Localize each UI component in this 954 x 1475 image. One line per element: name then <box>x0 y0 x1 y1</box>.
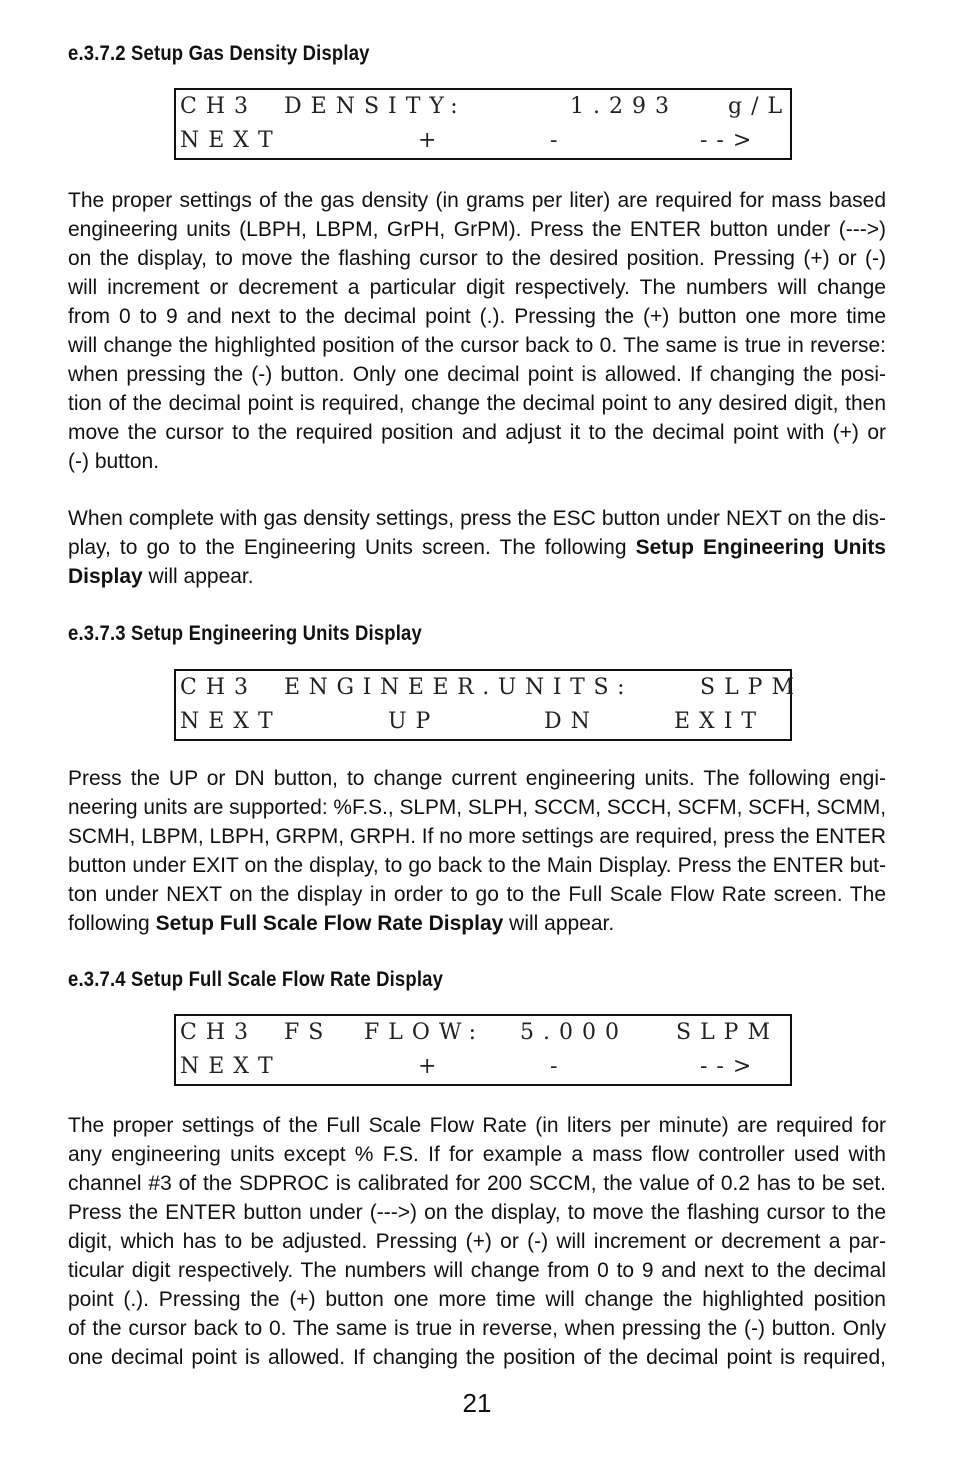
lcd-unit: SLPM <box>700 675 804 700</box>
text-line <box>68 533 886 562</box>
text-line <box>68 909 886 938</box>
lcd-softkey-next: NEXT <box>180 128 282 153</box>
text-run: play, to go to the Engineering Units screen. The following <box>68 536 636 559</box>
lcd-softkey-minus: - <box>550 1054 558 1079</box>
text-line: will change the highlighted position of the cursor back to 0. The same is true in reverse: <box>68 334 886 357</box>
text-line: (-) button. <box>68 450 160 473</box>
lcd-softkey-plus: + <box>418 1054 437 1079</box>
text-line: move the cursor to the required position and adjust it to the decimal point with (+) or <box>68 421 886 444</box>
lcd-display-engineering-units <box>174 669 804 741</box>
lcd-softkey-plus: + <box>418 128 437 153</box>
lcd-value: 1.293 <box>570 94 678 119</box>
text-line: will increment or decrement a particular digit respectively. The numbers will change <box>68 276 886 299</box>
lcd-row-2 <box>180 1054 786 1086</box>
page-number: 21 <box>462 1388 492 1418</box>
lcd-softkey-dn: DN <box>544 709 599 734</box>
bold-reference: Setup Full Scale Flow Rate Display <box>155 912 504 935</box>
text-line: tion of the decimal point is required, change the decimal point to any desired digit, then <box>68 392 886 415</box>
text-line: When complete with gas density settings, press the ESC button under NEXT on the dis- <box>68 507 886 530</box>
paragraph-full-scale-flow <box>68 1111 886 1372</box>
section-heading-gas-density: e.3.7.2 Setup Gas Density Display <box>68 42 370 65</box>
text-line: from 0 to 9 and next to the decimal point (.). Pressing the (+) button one more time <box>68 305 886 328</box>
text-run: will appear. <box>142 565 254 588</box>
text-run: following <box>68 912 156 935</box>
lcd-row-1 <box>180 675 804 707</box>
text-line: ticular digit respectively. The numbers will change from 0 to 9 and next to the decimal <box>68 1259 886 1282</box>
text-line: any engineering units except % F.S. If for example a mass flow controller used with <box>68 1143 886 1166</box>
text-line: Press the UP or DN button, to change current engineering units. The following engi- <box>68 767 886 790</box>
lcd-softkey-arrow: --> <box>700 128 761 153</box>
lcd-channel: CH3 <box>180 1020 258 1045</box>
text-line: neering units are supported: %F.S., SLPM, SLPH, SCCM, SCCH, SCFM, SCFH, SCMM, <box>68 796 886 819</box>
text-line: on the display, to move the flashing cursor to the desired position. Pressing (+) or (-) <box>68 247 886 270</box>
text-line: ton under NEXT on the display in order to go to the Full Scale Flow Rate screen. The <box>68 883 886 906</box>
text-line: of the cursor back to 0. The same is true in reverse, when pressing the (-) button. Only <box>68 1317 886 1340</box>
lcd-row-1 <box>180 1020 786 1052</box>
lcd-value: 5.000 <box>520 1020 628 1045</box>
lcd-label: DENSITY: <box>284 94 467 119</box>
bold-reference: Display <box>68 565 143 588</box>
text-line <box>68 562 886 591</box>
section-heading-full-scale-flow: e.3.7.4 Setup Full Scale Flow Rate Display <box>68 968 444 991</box>
lcd-softkey-arrow: --> <box>700 1054 761 1079</box>
lcd-softkey-next: NEXT <box>180 709 282 734</box>
text-line: button under EXIT on the display, to go back to the Main Display. Press the ENTER but- <box>68 854 886 877</box>
lcd-display-gas-density <box>174 88 792 160</box>
lcd-label-fs: FS <box>284 1020 333 1045</box>
lcd-unit: g/L <box>728 94 792 119</box>
text-line: SCMH, LBPM, LBPH, GRPM, GRPH. If no more settings are required, press the ENTER <box>68 825 886 848</box>
text-line: one decimal point is allowed. If changing the position of the decimal point is required, <box>68 1346 886 1369</box>
lcd-softkey-minus: - <box>550 128 558 153</box>
text-run: will appear. <box>503 912 615 935</box>
lcd-label-flow: FLOW: <box>364 1020 486 1045</box>
text-line: when pressing the (-) button. Only one decimal point is allowed. If changing the posi- <box>68 363 886 386</box>
lcd-channel: CH3 <box>180 675 258 700</box>
paragraph-gas-density-complete <box>68 504 886 591</box>
paragraph-gas-density <box>68 186 886 476</box>
lcd-row-2 <box>180 128 786 160</box>
lcd-row-2 <box>180 709 786 741</box>
text-line: The proper settings of the gas density (in grams per liter) are required for mass based <box>68 189 886 212</box>
lcd-softkey-next: NEXT <box>180 1054 282 1079</box>
bold-reference: Setup Engineering Units <box>635 536 886 559</box>
lcd-row-1 <box>180 94 792 126</box>
section-heading-engineering-units: e.3.7.3 Setup Engineering Units Display <box>68 622 422 645</box>
text-line: Press the ENTER button under (--->) on the display, to move the flashing cursor to the <box>68 1201 886 1224</box>
text-line: The proper settings of the Full Scale Flow Rate (in liters per minute) are required for <box>68 1114 886 1137</box>
text-line: channel #3 of the SDPROC is calibrated for 200 SCCM, the value of 0.2 has to be set. <box>68 1172 886 1195</box>
text-line: digit, which has to be adjusted. Pressing (+) or (-) will increment or decrement a par- <box>68 1230 886 1253</box>
lcd-softkey-up: UP <box>388 709 440 734</box>
lcd-unit: SLPM <box>676 1020 780 1045</box>
lcd-display-full-scale-flow <box>174 1014 792 1086</box>
text-line: point (.). Pressing the (+) button one more time will change the highlighted position <box>68 1288 886 1311</box>
text-line: engineering units (LBPH, LBPM, GrPH, GrPM). Press the ENTER button under (--->) <box>68 218 886 241</box>
paragraph-engineering-units <box>68 764 886 938</box>
lcd-label: ENGINEER.UNITS: <box>284 675 634 700</box>
lcd-softkey-exit: EXIT <box>674 709 766 734</box>
lcd-channel: CH3 <box>180 94 258 119</box>
